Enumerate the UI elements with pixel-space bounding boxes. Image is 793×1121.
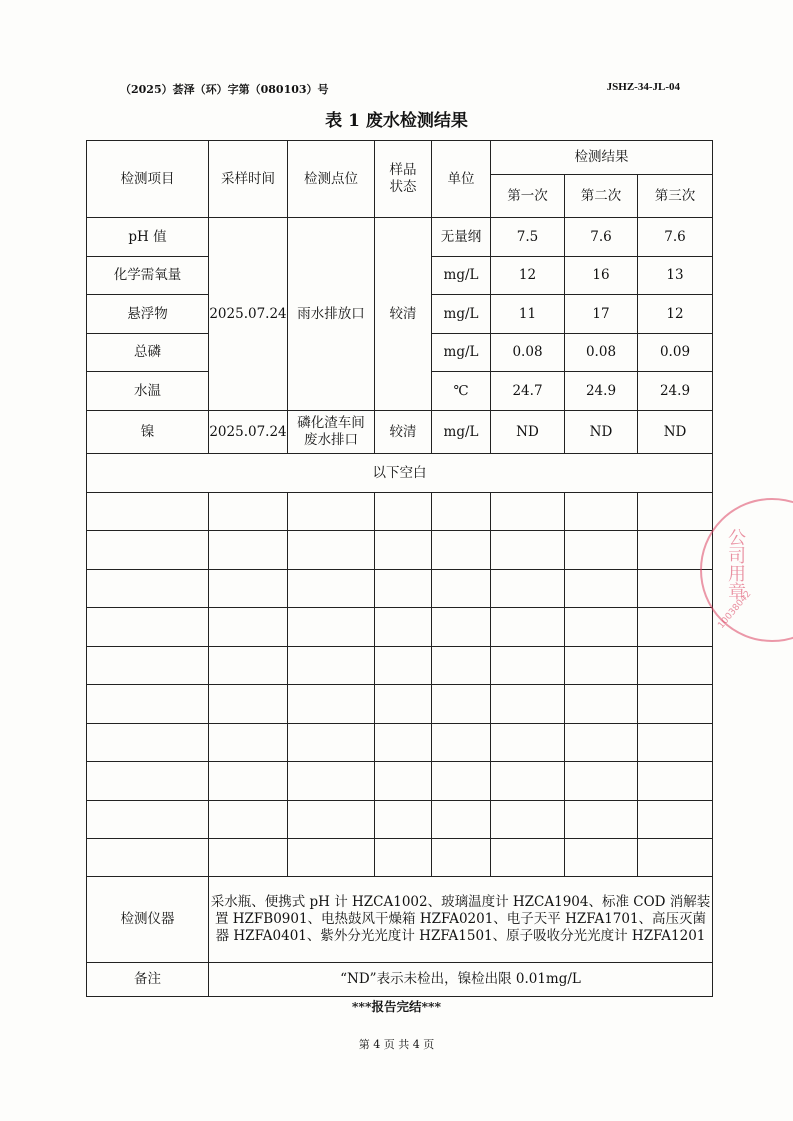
header-state-line2: 状态: [389, 179, 417, 195]
table-row: [87, 411, 713, 454]
unit: mg/L: [432, 295, 491, 334]
blank-note: 以下空白: [87, 454, 713, 493]
blank-row: [87, 531, 713, 570]
sampling-point-line1: 磷化渣车间: [297, 415, 365, 431]
blank-row: [87, 570, 713, 608]
sampling-point: [288, 411, 375, 454]
item-name: 镍: [87, 411, 209, 454]
result-3: 7.6: [638, 218, 713, 257]
item-name: pH 值: [87, 218, 209, 257]
result-1: 11: [491, 295, 565, 334]
result-1: 24.7: [491, 372, 565, 411]
table-row: [87, 218, 713, 257]
seal-number: 10038042: [716, 589, 754, 631]
header-time: 采样时间: [209, 141, 288, 218]
sampling-time: 2025.07.24: [209, 218, 288, 411]
item-name: 总磷: [87, 334, 209, 372]
result-1: 0.08: [491, 334, 565, 372]
remark-label: 备注: [87, 963, 209, 997]
report-end: ***报告完结***: [351, 999, 442, 1014]
page-number: 第 4 页 共 4 页: [358, 1038, 435, 1051]
blank-row: [87, 762, 713, 801]
sampling-point: 雨水排放口: [288, 218, 375, 411]
result-3: 24.9: [638, 372, 713, 411]
result-2: ND: [565, 411, 638, 454]
instrument-list: 采水瓶、便携式 pH 计 HZCA1002、玻璃温度计 HZCA1904、标准 COD 消解装置 HZFB0901、电热鼓风干燥箱 HZFA0201、电子天平 HZFA1701、高压灭菌器 HZFA0401、紫外分光光度计 HZFA1501、原子吸收分光光度计 HZFA1201: [209, 877, 713, 963]
blank-row: [87, 724, 713, 762]
report-number: （2025）荟泽（环）字第（080103）号: [120, 83, 329, 96]
result-3: 12: [638, 295, 713, 334]
item-name: 悬浮物: [87, 295, 209, 334]
result-3: 13: [638, 257, 713, 295]
blank-row: [87, 839, 713, 877]
header-first: 第一次: [491, 175, 565, 218]
unit: mg/L: [432, 411, 491, 454]
blank-row: [87, 493, 713, 531]
result-3: 0.09: [638, 334, 713, 372]
form-code: JSHZ-34-JL-04: [606, 81, 680, 93]
sampling-point-line2: 废水排口: [304, 432, 358, 448]
blank-row: [87, 685, 713, 724]
instrument-label: 检测仪器: [87, 877, 209, 963]
unit: mg/L: [432, 257, 491, 295]
result-1: 7.5: [491, 218, 565, 257]
header-third: 第三次: [638, 175, 713, 218]
sample-state: 较清: [375, 411, 432, 454]
blank-row: [87, 608, 713, 647]
table-title: 表 1 废水检测结果: [325, 111, 468, 131]
header-unit: 单位: [432, 141, 491, 218]
remark-text: “ND”表示未检出，镍检出限 0.01mg/L: [209, 963, 713, 997]
result-2: 16: [565, 257, 638, 295]
blank-row: [87, 647, 713, 685]
result-3: ND: [638, 411, 713, 454]
sample-state: 较清: [375, 218, 432, 411]
unit: 无量纲: [432, 218, 491, 257]
header-result: 检测结果: [491, 141, 713, 175]
header-item: 检测项目: [87, 141, 209, 218]
blank-row: [87, 801, 713, 839]
item-name: 水温: [87, 372, 209, 411]
result-2: 17: [565, 295, 638, 334]
result-1: 12: [491, 257, 565, 295]
sampling-time: 2025.07.24: [209, 411, 288, 454]
company-seal: [700, 498, 793, 642]
result-2: 24.9: [565, 372, 638, 411]
result-1: ND: [491, 411, 565, 454]
unit: ℃: [432, 372, 491, 411]
header-state: [375, 141, 432, 218]
wastewater-results-table: [86, 140, 713, 997]
header-second: 第二次: [565, 175, 638, 218]
seal-text: 公司用章: [725, 528, 746, 600]
item-name: 化学需氧量: [87, 257, 209, 295]
unit: mg/L: [432, 334, 491, 372]
header-point: 检测点位: [288, 141, 375, 218]
header-state-line1: 样品: [389, 162, 417, 178]
result-2: 7.6: [565, 218, 638, 257]
result-2: 0.08: [565, 334, 638, 372]
